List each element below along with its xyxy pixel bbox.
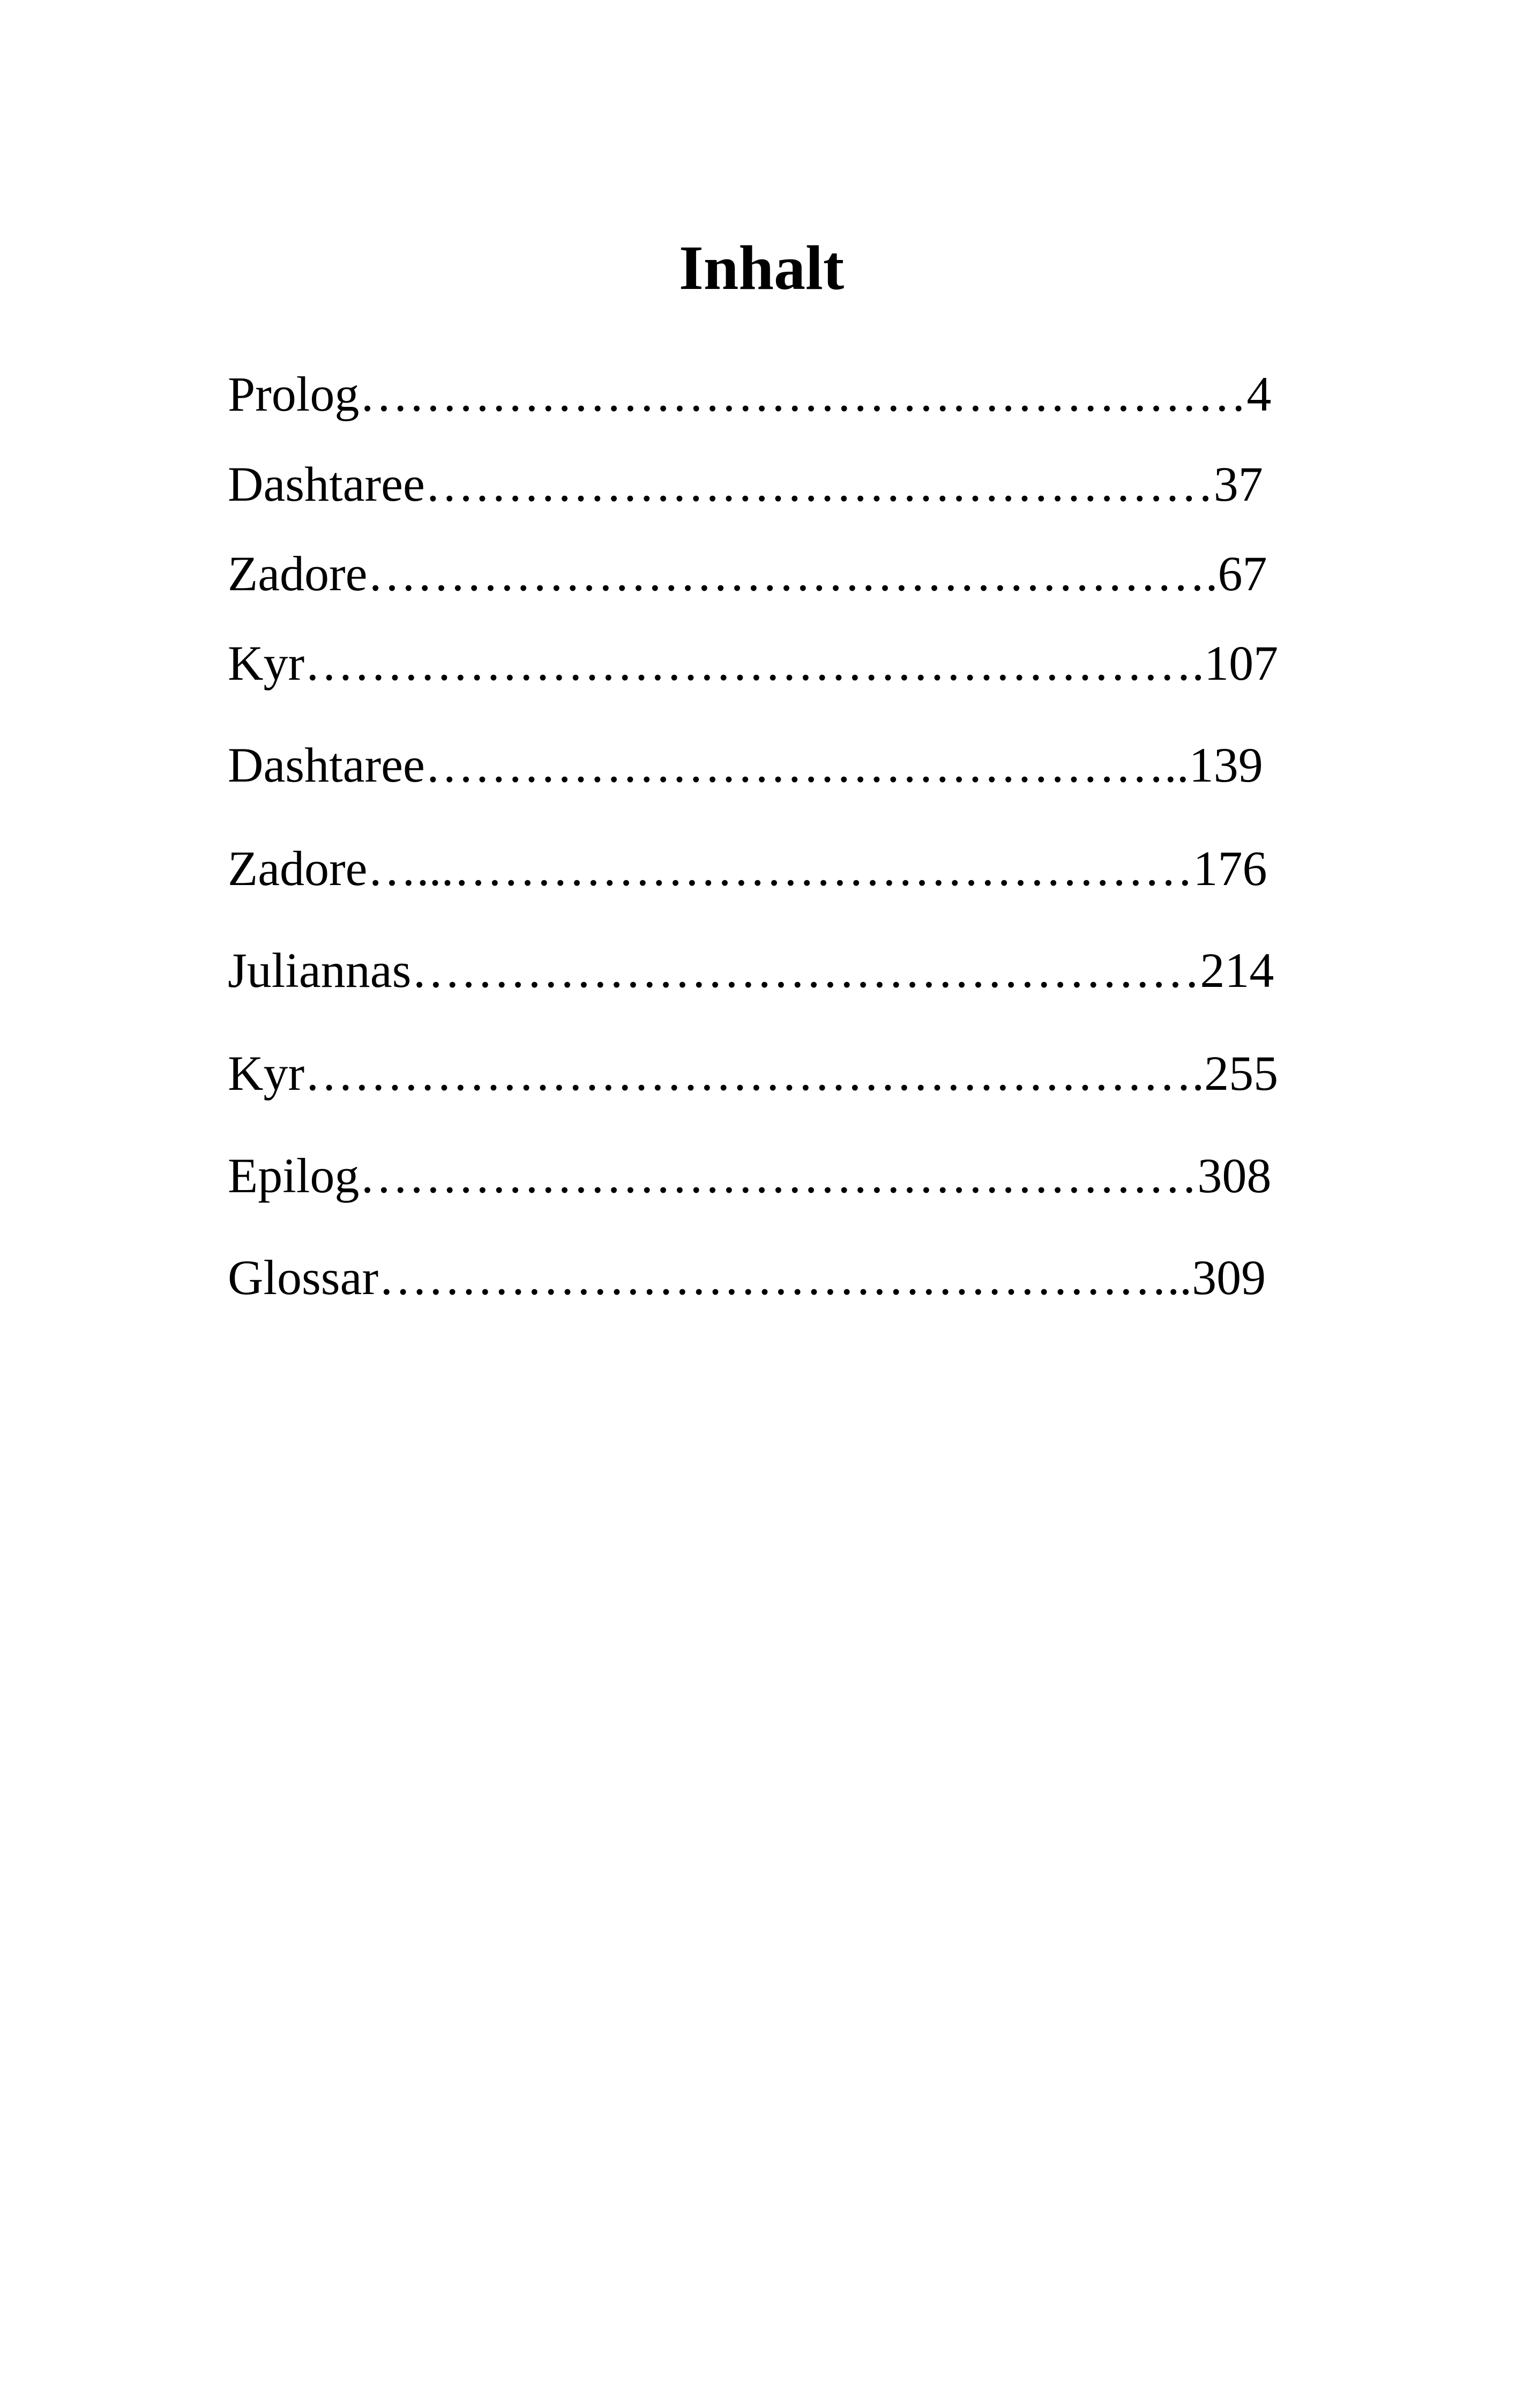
- toc-entry-leader: …………………………………………: [411, 943, 1200, 998]
- toc-entry-leader: …………………………………………..: [378, 1250, 1192, 1305]
- toc-entry-label: Prolog: [228, 367, 360, 421]
- toc-entry-label: Zadore: [228, 841, 368, 896]
- toc-entry-zadore-1: [228, 539, 1267, 608]
- toc-entry-label: Glossar: [228, 1250, 379, 1305]
- toc-entry-page: .107: [1192, 636, 1279, 690]
- toc-entry-leader: ………………………………………………: [304, 1046, 1192, 1101]
- toc-entry-glossar: [228, 1243, 1266, 1312]
- toc-entry-label: Kyr: [228, 1046, 305, 1101]
- toc-entry-dashtaree-1: [228, 449, 1263, 519]
- toc-title: Inhalt: [678, 233, 845, 303]
- toc-entry-leader: ………………………………………..: [424, 738, 1189, 792]
- toc-entry-leader: …...………………………………………: [367, 841, 1193, 896]
- toc-entry-label: Zadore: [228, 546, 368, 601]
- toc-entry-page: 139: [1189, 738, 1263, 792]
- toc-entry-page: 214: [1200, 943, 1274, 998]
- toc-entry-label: Juliannas: [228, 943, 412, 998]
- toc-entry-label: Dashtaree: [228, 457, 425, 511]
- toc-entry-epilog: [228, 1141, 1271, 1210]
- toc-entry-page: .255: [1192, 1046, 1279, 1101]
- toc-entry-page: 308: [1197, 1148, 1272, 1203]
- toc-entry-page: 67: [1218, 546, 1267, 601]
- toc-entry-label: Dashtaree: [228, 738, 425, 792]
- toc-entry-kyr-1: [228, 628, 1278, 698]
- toc-entry-page: 4: [1246, 367, 1272, 421]
- toc-entry-zadore-2: [228, 834, 1267, 903]
- toc-entry-page: 37: [1213, 457, 1263, 511]
- toc-entry-leader: ……………………………………………: [359, 1148, 1198, 1203]
- toc-entry-leader: …………………………………………: [424, 457, 1214, 511]
- toc-entry-page: 176: [1193, 841, 1267, 896]
- toc-entry-leader: ………………………………………………: [359, 367, 1247, 421]
- toc-entry-dashtaree-2: [228, 730, 1263, 800]
- toc-entry-kyr-2: [228, 1038, 1278, 1108]
- toc-entry-prolog: [228, 359, 1271, 429]
- toc-entry-page: 309: [1192, 1250, 1266, 1305]
- toc-entry-label: Kyr: [228, 636, 305, 690]
- toc-entry-leader: ………………………………………………: [304, 636, 1192, 690]
- toc-entry-label: Epilog: [228, 1148, 360, 1203]
- toc-entry-leader: …………………………………………….: [367, 546, 1218, 601]
- toc-entry-juliannas: [228, 935, 1274, 1005]
